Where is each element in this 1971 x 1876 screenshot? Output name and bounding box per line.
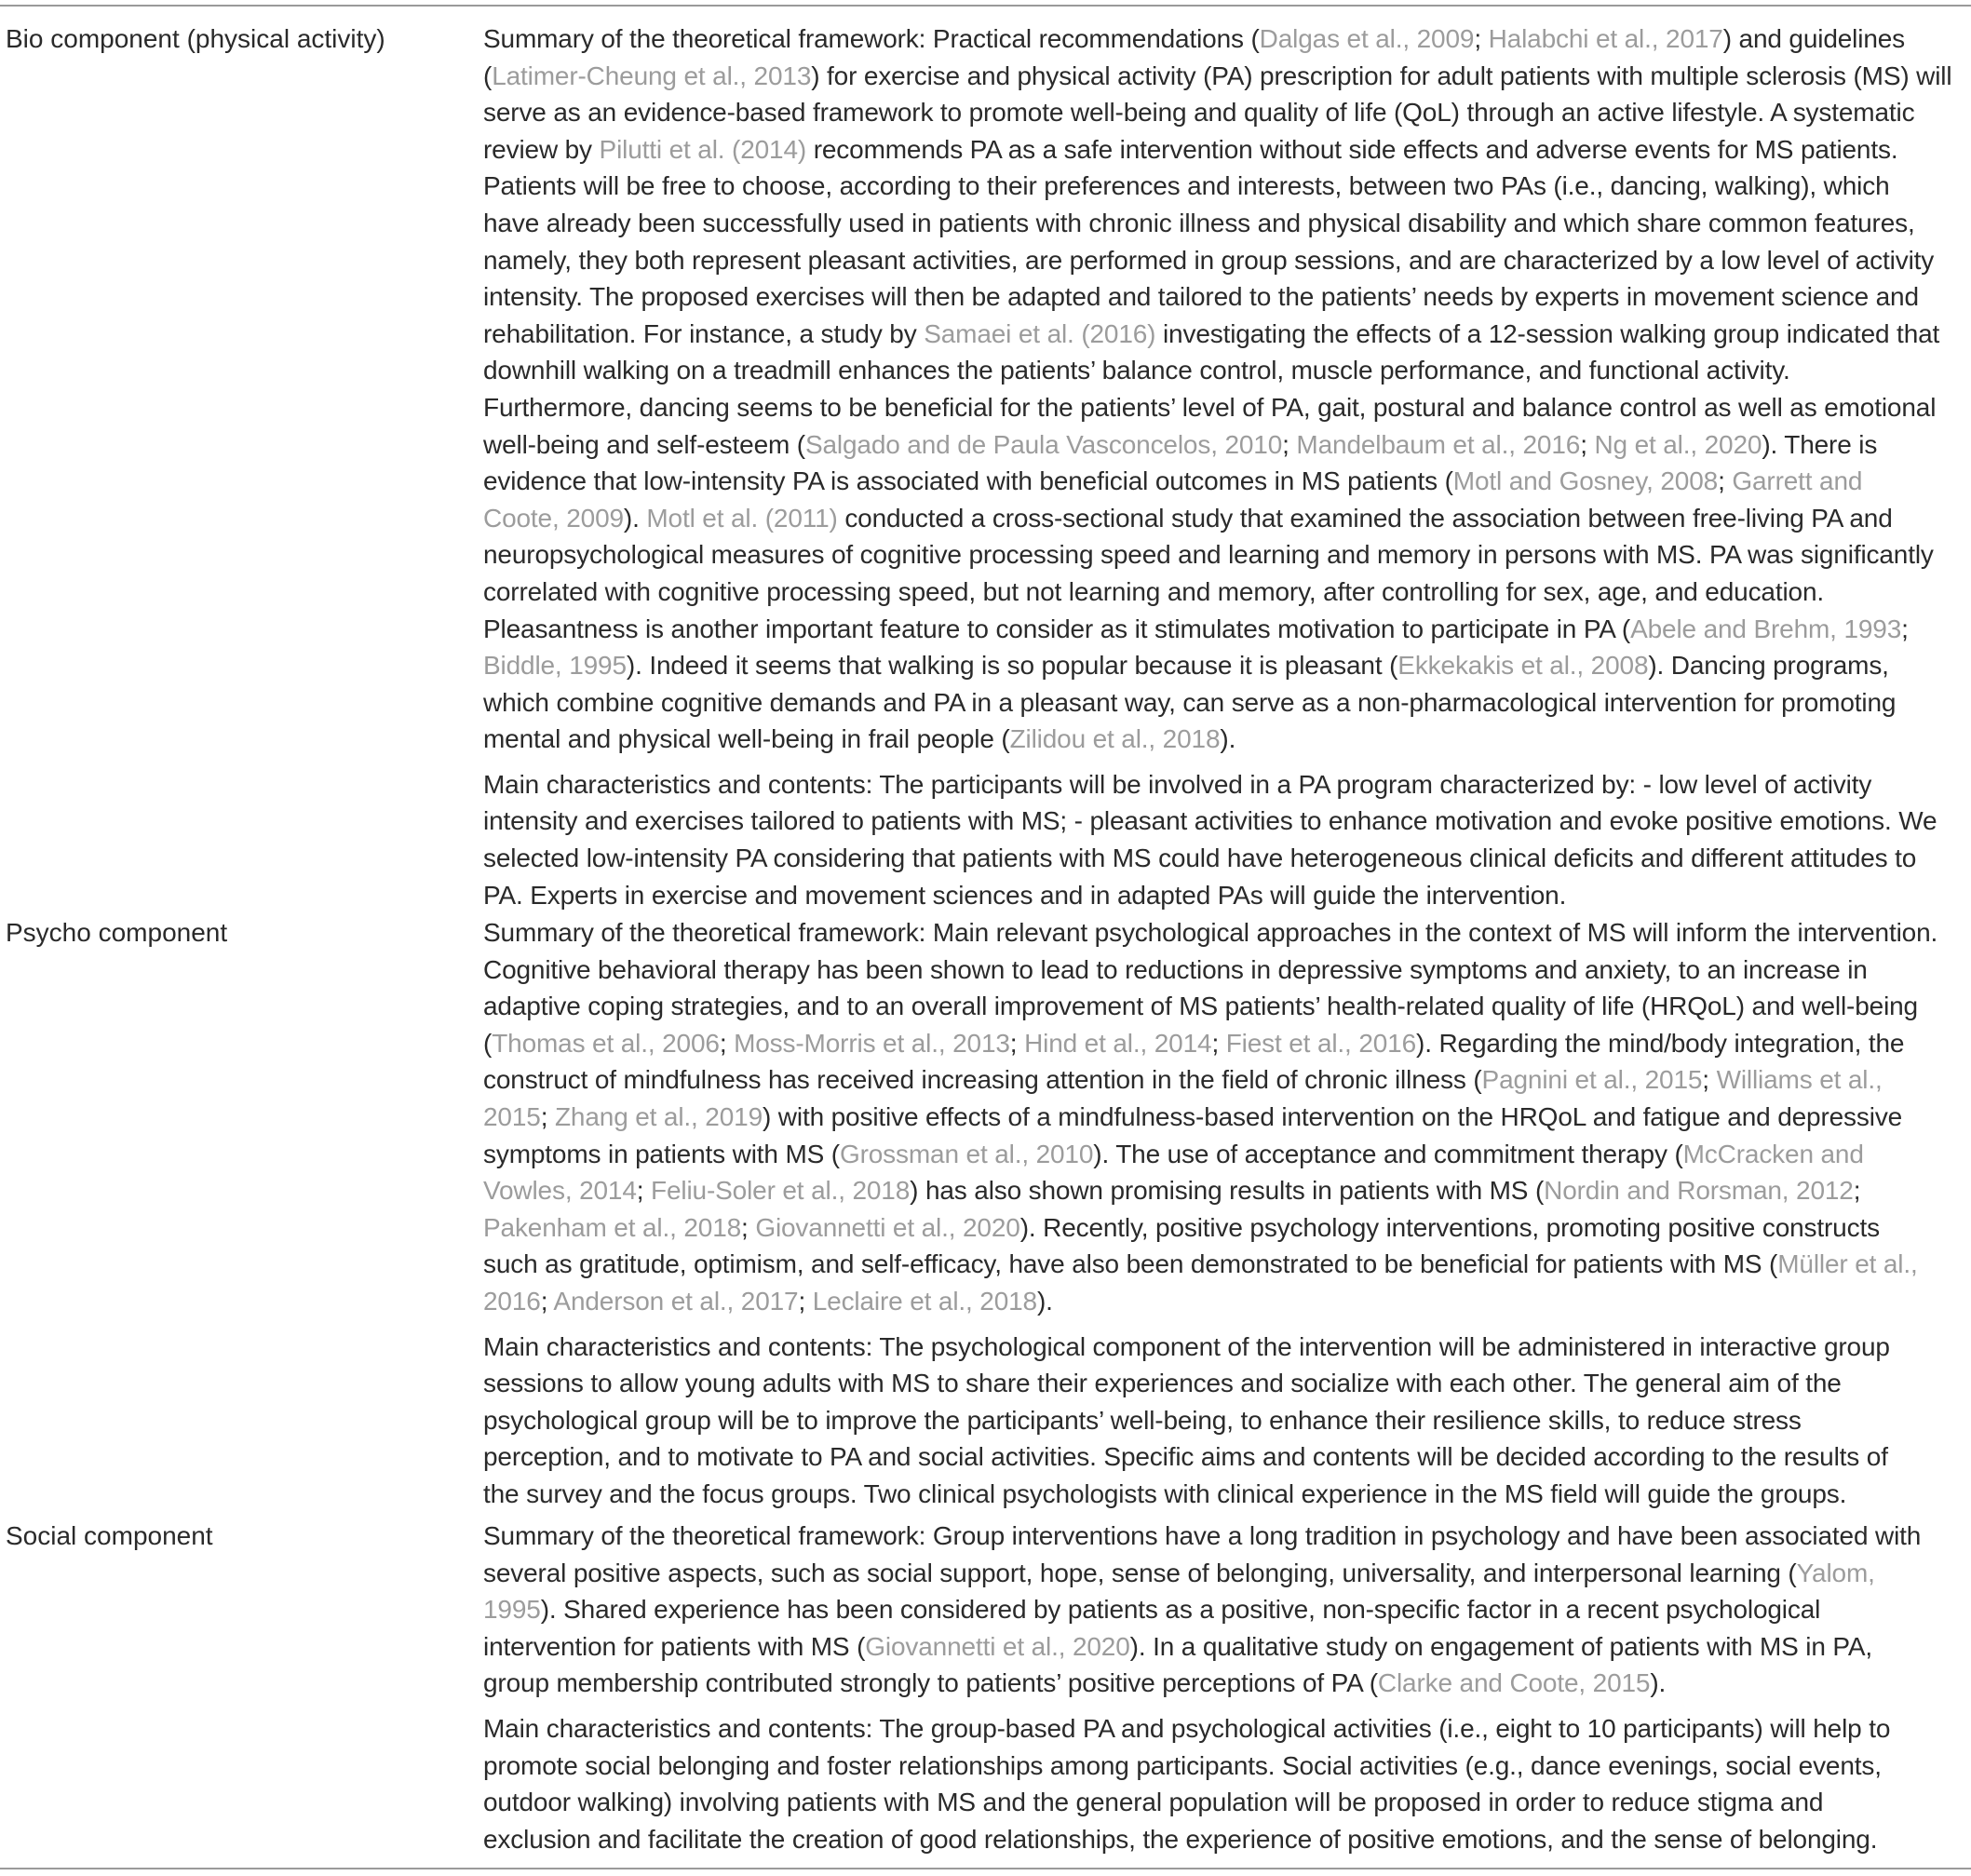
text-run: Main characteristics and contents: The group-based PA and psychological activities (i.e., eight to 10 participants) will help to — [483, 1713, 1891, 1743]
text-run: ). The use of acceptance and commitment therapy ( — [1093, 1139, 1683, 1168]
framework-summary-paragraph — [483, 20, 1969, 758]
text-line — [483, 278, 1969, 316]
component-description — [483, 1518, 1969, 1857]
text-line — [483, 1591, 1969, 1628]
text-run: neuropsychological measures of cognitive processing speed and learning and memory in persons with MS. PA was significantly — [483, 540, 1934, 570]
text-run: recommends PA as a safe intervention without side effects and adverse events for MS patients. — [806, 134, 1898, 164]
citation-link[interactable]: Mandelbaum et al., 2016 — [1296, 429, 1581, 459]
citation-link[interactable]: Moss-Morris et al., 2013 — [734, 1028, 1010, 1058]
citation-link[interactable]: Vowles, 2014 — [483, 1176, 637, 1206]
text-run: several positive aspects, such as social support, hope, sense of belonging, universality, and interpersonal learning ( — [483, 1558, 1797, 1587]
text-line — [483, 1476, 1969, 1513]
text-run: ). In a qualitative study on engagement of patients with MS in PA, — [1129, 1631, 1873, 1661]
text-run: ) for exercise and physical activity (PA) prescription for adult patients with multiple sclerosis (MS) will — [811, 61, 1952, 90]
text-line — [483, 1402, 1969, 1439]
text-line — [483, 94, 1969, 131]
component-label: Social component — [6, 1521, 213, 1550]
text-run: ; — [1474, 24, 1489, 53]
citation-link[interactable]: Coote, 2009 — [483, 503, 624, 533]
text-run: adaptive coping strategies, and to an overall improvement of MS patients’ health-related quality of life (HRQoL) and well-being — [483, 992, 1918, 1021]
text-line — [483, 389, 1969, 426]
text-run: ; — [1211, 1028, 1226, 1058]
text-run: selected low-intensity PA considering that patients with MS could have heterogeneous clinical deficits and different attitudes to — [483, 844, 1917, 873]
text-run: promote social belonging and foster relationships among participants. Social activities (e.g., dance evenings, social events, — [483, 1750, 1882, 1780]
text-run: Main characteristics and contents: The participants will be involved in a PA program characterized by: - low level of activity — [483, 769, 1872, 799]
text-run: investigating the effects of a 12-session walking group indicated that — [1155, 318, 1940, 348]
text-line — [483, 1172, 1969, 1209]
text-line — [483, 1555, 1969, 1592]
text-run: intervention for patients with MS ( — [483, 1631, 866, 1661]
text-run: ). Dancing programs, — [1648, 651, 1889, 681]
text-run: ; — [1009, 1028, 1025, 1058]
text-run: serve as an evidence-based framework to promote well-being and quality of life (QoL) through an active lifestyle. A systematic — [483, 98, 1915, 128]
citation-link[interactable]: 2015 — [483, 1101, 541, 1131]
text-run: ; — [1718, 466, 1733, 496]
text-run: psychological group will be to improve the participants’ well-being, to enhance their resilience skills, to reduce stress — [483, 1405, 1802, 1435]
citation-link[interactable]: Yalom, — [1796, 1558, 1875, 1587]
characteristics-paragraph — [483, 766, 1969, 913]
text-run: ) and guidelines — [1722, 24, 1906, 53]
citation-link[interactable]: Pakenham et al., 2018 — [483, 1212, 742, 1242]
text-run: ) with positive effects of a mindfulness-based intervention on the HRQoL and fatigue and depressive — [763, 1101, 1903, 1131]
characteristics-paragraph — [483, 1710, 1969, 1857]
text-run: ; — [540, 1286, 554, 1316]
text-run: exclusion and facilitate the creation of good relationships, the experience of positive emotions, and the sense of belonging. — [483, 1824, 1878, 1854]
text-run: Pleasantness is another important feature to consider as it stimulates motivation to participate in PA ( — [483, 614, 1631, 643]
text-line — [483, 721, 1969, 758]
text-line — [483, 1283, 1969, 1320]
text-line — [483, 1061, 1969, 1099]
text-line — [483, 1099, 1969, 1136]
text-line — [483, 803, 1969, 840]
text-run: Main characteristics and contents: The psychological component of the intervention will be administered in interactive group — [483, 1331, 1890, 1361]
text-run: rehabilitation. For instance, a study by — [483, 318, 925, 348]
citation-link[interactable]: Zilidou et al., 2018 — [1009, 724, 1221, 754]
citation-link[interactable]: McCracken and — [1682, 1139, 1864, 1168]
text-line — [483, 1518, 1969, 1555]
citation-link[interactable]: 2016 — [483, 1286, 541, 1316]
text-run: ). Regarding the mind/body integration, the — [1416, 1028, 1905, 1058]
citation-link[interactable]: Williams et al., — [1716, 1065, 1883, 1095]
citation-link[interactable]: Zhang et al., 2019 — [554, 1101, 763, 1131]
text-run: review by — [483, 134, 600, 164]
text-run: correlated with cognitive processing speed, but not learning and memory, after controlling for sex, age, and education. — [483, 576, 1825, 606]
text-run: Summary of the theoretical framework: Main relevant psychological approaches in the context of MS will inform the intervention. — [483, 918, 1938, 947]
text-line — [483, 684, 1969, 722]
citation-link[interactable]: Biddle, 1995 — [483, 651, 627, 681]
table-top-rule — [0, 5, 1971, 7]
text-run: ; — [741, 1212, 756, 1242]
text-run: namely, they both represent pleasant activities, are performed in group sessions, and are characterized by a low level of activity — [483, 245, 1935, 275]
text-line — [483, 914, 1969, 951]
text-line — [483, 766, 1969, 803]
text-line — [483, 426, 1969, 464]
text-run: intensity. The proposed exercises will then be adapted and tailored to the patients’ needs by experts in movement science and — [483, 282, 1919, 312]
text-run: ( — [483, 1028, 493, 1058]
text-line — [483, 574, 1969, 611]
text-run: construct of mindfulness has received increasing attention in the field of chronic illness ( — [483, 1065, 1482, 1095]
text-run: Summary of the theoretical framework: Practical recommendations ( — [483, 24, 1260, 53]
text-line — [483, 168, 1969, 205]
text-run: symptoms in patients with MS ( — [483, 1139, 840, 1168]
citation-link[interactable]: Samaei et al. (2016) — [924, 318, 1156, 348]
text-line — [483, 1821, 1969, 1858]
citation-link[interactable]: Latimer-Cheung et al., 2013 — [492, 61, 812, 90]
text-line — [483, 205, 1969, 242]
framework-summary-paragraph — [483, 1518, 1969, 1702]
text-line — [483, 611, 1969, 648]
citation-link[interactable]: Thomas et al., 2006 — [492, 1028, 720, 1058]
text-run: ; — [1580, 429, 1595, 459]
text-run: ; — [1901, 614, 1909, 643]
text-run: ; — [798, 1286, 813, 1316]
text-run: ) has also shown promising results in patients with MS ( — [910, 1176, 1545, 1206]
text-run: Cognitive behavioral therapy has been shown to lead to reductions in depressive symptoms and anxiety, to an increase in — [483, 954, 1868, 984]
text-line — [483, 877, 1969, 914]
text-run: such as gratitude, optimism, and self-efficacy, have also been demonstrated to be beneficial for patients with MS ( — [483, 1249, 1778, 1279]
text-line — [483, 1365, 1969, 1402]
text-run: PA. Experts in exercise and movement sciences and in adapted PAs will guide the intervention. — [483, 880, 1567, 910]
text-run: ; — [636, 1176, 652, 1206]
text-run: ). — [1220, 724, 1236, 754]
citation-link[interactable]: Anderson et al., 2017 — [553, 1286, 799, 1316]
text-line — [483, 352, 1969, 389]
citation-link[interactable]: 1995 — [483, 1595, 541, 1625]
text-run: outdoor walking) involving patients with MS and the general population will be proposed in order to reduce stigma and — [483, 1788, 1824, 1817]
text-run: evidence that low-intensity PA is associated with beneficial outcomes in MS patients ( — [483, 466, 1453, 496]
text-run: intensity and exercises tailored to patients with MS; - pleasant activities to enhance motivation and evoke positive emotions. We — [483, 806, 1937, 836]
text-run: the survey and the focus groups. Two clinical psychologists with clinical experience in the MS field will guide the groups. — [483, 1478, 1847, 1508]
text-run: ; — [719, 1028, 735, 1058]
text-line — [483, 1025, 1969, 1062]
text-run: sessions to allow young adults with MS to share their experiences and socialize with each other. The general aim of the — [483, 1369, 1842, 1398]
text-line — [483, 58, 1969, 95]
text-line — [483, 840, 1969, 877]
text-line — [483, 131, 1969, 169]
text-run: downhill walking on a treadmill enhances the patients’ balance control, muscle performance, and functional activity. — [483, 356, 1790, 385]
text-run: Summary of the theoretical framework: Group interventions have a long tradition in psychology and have been associated with — [483, 1521, 1922, 1550]
characteristics-paragraph — [483, 1329, 1969, 1513]
citation-link[interactable]: Salgado and de Paula Vasconcelos, 2010 — [804, 429, 1283, 459]
text-line — [483, 951, 1969, 989]
citation-link[interactable]: Hind et al., 2014 — [1024, 1028, 1212, 1058]
component-label: Psycho component — [6, 918, 228, 947]
text-run: which combine cognitive demands and PA in a pleasant way, can serve as a non-pharmacological intervention for promoting — [483, 687, 1897, 717]
citation-link[interactable]: Motl et al. (2011) — [646, 503, 838, 533]
citation-link[interactable]: Müller et al., — [1777, 1249, 1918, 1279]
text-line — [483, 500, 1969, 537]
text-line — [483, 1329, 1969, 1366]
citation-link[interactable]: Leclaire et al., 2018 — [812, 1286, 1037, 1316]
text-run: ( — [483, 61, 493, 90]
citation-link[interactable]: Halabchi et al., 2017 — [1488, 24, 1723, 53]
text-run: ). There is — [1762, 429, 1878, 459]
text-run: ; — [1702, 1065, 1717, 1095]
text-line — [483, 1710, 1969, 1748]
text-run: Furthermore, dancing seems to be beneficial for the patients’ level of PA, gait, postural and balance control as well as emotional — [483, 392, 1937, 422]
text-run: ). Recently, positive psychology interventions, promoting positive constructs — [1019, 1212, 1880, 1242]
citation-link[interactable]: Pilutti et al. (2014) — [599, 134, 807, 164]
text-line — [483, 1784, 1969, 1821]
text-line — [483, 536, 1969, 574]
citation-link[interactable]: Grossman et al., 2010 — [839, 1139, 1094, 1168]
citation-link[interactable]: Pagnini et al., 2015 — [1481, 1065, 1703, 1095]
text-run: conducted a cross-sectional study that examined the association between free-living PA and — [837, 503, 1893, 533]
text-line — [483, 463, 1969, 500]
text-run: perception, and to motivate to PA and social activities. Specific aims and contents will be decided according to the results of — [483, 1442, 1888, 1472]
citation-link[interactable]: Nordin and Rorsman, 2012 — [1544, 1176, 1854, 1206]
text-run: ; — [540, 1101, 555, 1131]
text-line — [483, 1136, 1969, 1173]
citation-link[interactable]: Abele and Brehm, 1993 — [1630, 614, 1902, 643]
framework-summary-paragraph — [483, 914, 1969, 1320]
text-run: ; — [1282, 429, 1297, 459]
text-line — [483, 1438, 1969, 1476]
citation-link[interactable]: Feliu-Soler et al., 2018 — [651, 1176, 911, 1206]
text-run: ). Shared experience has been considered by patients as a positive, non-specific factor in a recent psychological — [540, 1595, 1821, 1625]
citation-link[interactable]: Fiest et al., 2016 — [1225, 1028, 1417, 1058]
text-line — [483, 647, 1969, 684]
citation-link[interactable]: Giovannetti et al., 2020 — [755, 1212, 1020, 1242]
text-line — [483, 1748, 1969, 1785]
citation-link[interactable]: Ekkekakis et al., 2008 — [1397, 651, 1649, 681]
citation-link[interactable]: Giovannetti et al., 2020 — [865, 1631, 1130, 1661]
component-label: Bio component (physical activity) — [6, 24, 385, 53]
text-run: ). — [623, 503, 647, 533]
text-run: well-being and self-esteem ( — [483, 429, 805, 459]
text-run: mental and physical well-being in frail people ( — [483, 724, 1010, 754]
text-line — [483, 1246, 1969, 1283]
text-line — [483, 1209, 1969, 1247]
text-run: ). Indeed it seems that walking is so popular because it is pleasant ( — [626, 651, 1398, 681]
text-run: ; — [1853, 1176, 1861, 1206]
text-run: ). — [1036, 1286, 1053, 1316]
text-line — [483, 242, 1969, 279]
citation-link[interactable]: Clarke and Coote, 2015 — [1377, 1668, 1651, 1698]
text-run: have already been successfully used in patients with chronic illness and physical disability and which share common features, — [483, 208, 1915, 237]
text-run: group membership contributed strongly to patients’ positive perceptions of PA ( — [483, 1668, 1378, 1698]
text-line — [483, 988, 1969, 1025]
text-line — [483, 1628, 1969, 1666]
citation-link[interactable]: Ng et al., 2020 — [1594, 429, 1762, 459]
text-line — [483, 316, 1969, 353]
citation-link[interactable]: Garrett and — [1732, 466, 1863, 496]
citation-link[interactable]: Motl and Gosney, 2008 — [1452, 466, 1719, 496]
text-run: ). — [1650, 1668, 1667, 1698]
text-run: Patients will be free to choose, according to their preferences and interests, between two PAs (i.e., dancing, walking), which — [483, 171, 1890, 201]
text-line — [483, 20, 1969, 58]
citation-link[interactable]: Dalgas et al., 2009 — [1259, 24, 1475, 53]
table-bottom-rule — [0, 1868, 1971, 1869]
component-description — [483, 914, 1969, 1513]
text-line — [483, 1665, 1969, 1702]
component-description — [483, 20, 1969, 913]
